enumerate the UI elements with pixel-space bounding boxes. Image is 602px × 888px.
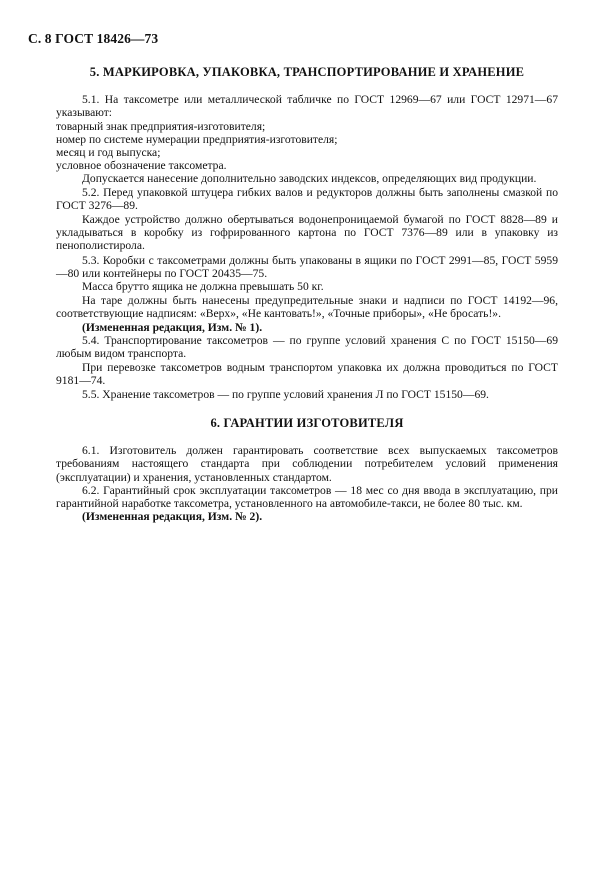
list-item: товарный знак предприятия-изготовителя; [56,119,266,133]
paragraph-signs: На таре должны быть нанесены предупредительные знаки и надписи по ГОСТ 14192—96, соответствующие надписям: «Верх», «Не кантовать!», «Точные приборы», «Не бросать!». [56,294,558,321]
list-item: условное обозначение таксометра. [56,159,227,173]
section-5-title: 5. МАРКИРОВКА, УПАКОВКА, ТРАНСПОРТИРОВАНИЕ И ХРАНЕНИЕ [89,65,525,79]
paragraph-6-1: 6.1. Изготовитель должен гарантировать соответствие всех выпускаемых таксометров требованиям настоящего стандарта при соблюдении потребителем условий применения (эксплуатации) и хранения, установленных стандартом. [56,444,558,484]
paragraph-extra-indexes: Допускается нанесение дополнительно заводских индексов, определяющих вид продукции. [82,172,537,186]
paragraph-6-2: 6.2. Гарантийный срок эксплуатации таксометров — 18 мес со дня ввода в эксплуатацию, при гарантийной наработке таксометра, установленного на автомобиле-такси, не более 80 тыс. км. [56,483,558,511]
paragraph-5-5: 5.5. Хранение таксометров — по группе условий хранения Л по ГОСТ 15150—69. [82,387,489,401]
edit-note-1: (Измененная редакция, Изм. № 1). [82,320,263,334]
paragraph-wrapping: Каждое устройство должно обертываться водонепроницаемой бумагой по ГОСТ 8828—89 и укладываться в коробку из гофрированного картона по ГОСТ 7376—89 или в упаковку из пенополистирола. [56,213,558,253]
edit-note-2: (Измененная редакция, Изм. № 2). [82,510,263,524]
paragraph-water-transport: При перевозке таксометров водным транспортом упаковка их должна проводиться по ГОСТ 9181—74. [56,361,558,388]
list-item: месяц и год выпуска; [56,146,161,160]
list-item: номер по системе нумерации предприятия-изготовителя; [56,132,338,146]
section-6 [56,417,558,523]
paragraph-5-1: 5.1. На таксометре или металлической табличке по ГОСТ 12969—67 или ГОСТ 12971—67 указывают: [56,93,558,120]
paragraph-5-2: 5.2. Перед упаковкой штуцера гибких валов и редукторов должны быть заполнены смазкой по ГОСТ 3276—89. [56,185,558,212]
section-5 [56,66,558,401]
page-header: С. 8 ГОСТ 18426—73 [28,31,159,46]
paragraph-5-4: 5.4. Транспортирование таксометров — по группе условий хранения С по ГОСТ 15150—69 любым видом транспорта. [56,333,558,361]
section-6-title: 6. ГАРАНТИИ ИЗГОТОВИТЕЛЯ [210,416,404,430]
paragraph-mass: Масса брутто ящика не должна превышать 50 кг. [82,280,324,294]
paragraph-5-3: 5.3. Коробки с таксометрами должны быть упакованы в ящики по ГОСТ 2991—85, ГОСТ 5959—80 или контейнеры по ГОСТ 20435—75. [56,253,558,280]
